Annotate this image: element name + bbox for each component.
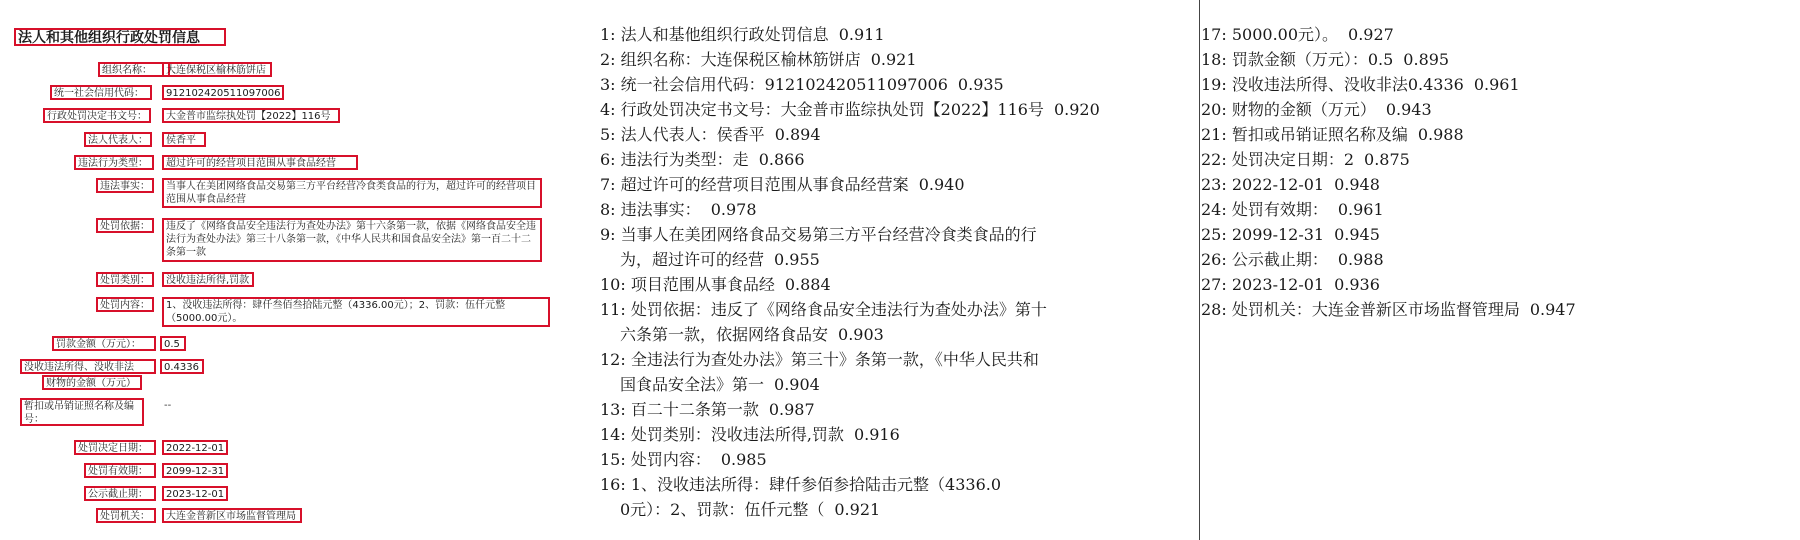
ocr-line-number: 11: — [600, 300, 626, 319]
value-org-name: 大连保税区榆林筋饼店 — [162, 62, 272, 77]
ocr-line-score: 0.927 — [1348, 25, 1394, 44]
ocr-line-text: 组织名称：大连保税区榆林筋饼店 — [620, 50, 861, 69]
ocr-line — [600, 22, 885, 47]
label-legal-rep: 法人代表人： — [84, 132, 152, 147]
ocr-line-text: 项目范围从事食品经 — [630, 275, 775, 294]
label-decision-no: 行政处罚决定书文号： — [43, 108, 151, 123]
ocr-line-text: 没收违法所得、没收非法0.4336 — [1231, 75, 1464, 94]
doc-title: 法人和其他组织行政处罚信息 — [14, 28, 226, 46]
ocr-line-score: 0.935 — [957, 75, 1004, 94]
value-facts: 当事人在美团网络食品交易第三方平台经营冷食类食品的行为，超过许可的经营项目范围从事食品经营 — [162, 178, 542, 208]
ocr-line-text: 1、没收违法所得：肆仟参佰参拾陆击元整（4336.0 — [630, 475, 1002, 494]
label-facts: 违法事实： — [96, 178, 154, 193]
ocr-line-score: 0.936 — [1334, 275, 1380, 294]
ocr-line-text: 处罚决定日期：2 — [1231, 150, 1355, 169]
ocr-line-number: 25: — [1201, 225, 1227, 244]
value-decision-date: 2022-12-01 — [162, 440, 228, 455]
ocr-line — [600, 97, 1100, 122]
ocr-line-text: 0元）：2、罚款：伍仟元整（ — [620, 500, 825, 519]
ocr-line — [600, 297, 1057, 322]
ocr-line — [600, 347, 1049, 372]
ocr-line-number: 14: — [600, 425, 626, 444]
ocr-line-text: 超过许可的经营项目范围从事食品经营案 — [620, 175, 909, 194]
ocr-line-score: 0.943 — [1385, 100, 1432, 119]
ocr-line-text: 法人代表人：侯香平 — [620, 125, 765, 144]
ocr-line-number: 7: — [600, 175, 616, 194]
ocr-line-score: 0.904 — [774, 375, 820, 394]
ocr-line-number: 17: — [1201, 25, 1227, 44]
ocr-line-score: 0.940 — [918, 175, 965, 194]
ocr-line-text: 公示截止期： — [1231, 250, 1328, 269]
value-publicity-end: 2023-12-01 — [162, 486, 228, 501]
ocr-line-number: 2: — [600, 50, 616, 69]
ocr-line-text: 暂扣或吊销证照名称及编 — [1231, 125, 1408, 144]
ocr-line-text: 统一社会信用代码：912102420511097006 — [620, 75, 948, 94]
ocr-line-text: 法人和基他组织行政处罚信息 — [620, 25, 829, 44]
label-publicity-end: 公示截止期： — [84, 486, 156, 501]
ocr-line-text: 违法事实： — [620, 200, 701, 219]
ocr-line-score: 0.978 — [710, 200, 757, 219]
ocr-line — [600, 422, 900, 447]
ocr-line — [600, 172, 965, 197]
ocr-line — [1201, 297, 1576, 322]
value-decision-no: 大金普市监综执处罚【2022】116号 — [162, 108, 340, 123]
ocr-line-text: 当事人在美团网络食品交易第三方平台经营冷食类食品的行 — [620, 225, 1037, 244]
ocr-line — [1201, 272, 1380, 297]
ocr-line-number: 20: — [1201, 100, 1227, 119]
ocr-line — [1201, 122, 1464, 147]
ocr-line-text: 处罚机关：大连金普新区市场监督管理局 — [1231, 300, 1520, 319]
ocr-line-score: 0.961 — [1337, 200, 1384, 219]
ocr-line-score: 0.987 — [768, 400, 815, 419]
ocr-line-text: 5000.00元）。 — [1231, 25, 1339, 44]
ocr-line-score: 0.985 — [720, 450, 767, 469]
ocr-line-score: 0.895 — [1403, 50, 1450, 69]
ocr-line-continuation — [620, 372, 820, 397]
ocr-line — [600, 197, 757, 222]
ocr-line-score: 0.921 — [834, 500, 881, 519]
ocr-line — [1201, 172, 1380, 197]
ocr-line — [1201, 97, 1432, 122]
ocr-line-text: 六条第一款，依据网络食品安 — [620, 325, 829, 344]
value-authority: 大连金普新区市场监督管理局 — [162, 508, 302, 523]
ocr-line — [1201, 47, 1449, 72]
label-authority: 处罚机关： — [96, 508, 156, 523]
ocr-line-score: 0.916 — [853, 425, 900, 444]
value-basis: 违反了《网络食品安全违法行为查处办法》第十六条第一款，依据《网络食品安全违法行为查处办法》第三十八条第一款，《中华人民共和国食品安全法》第一百二十二条第一款 — [162, 218, 542, 262]
value-credit-code: 912102420511097006 — [162, 85, 284, 100]
ocr-line-number: 26: — [1201, 250, 1227, 269]
ocr-line-text: 百二十二条第一款 — [630, 400, 759, 419]
ocr-line-number: 21: — [1201, 125, 1227, 144]
label-penalty-type: 处罚类别： — [96, 272, 154, 287]
ocr-line — [600, 272, 831, 297]
ocr-line-continuation — [620, 322, 884, 347]
ocr-line — [600, 472, 1011, 497]
ocr-line-number: 5: — [600, 125, 616, 144]
ocr-line-score: 0.945 — [1334, 225, 1380, 244]
ocr-line-score: 0.948 — [1334, 175, 1380, 194]
value-valid-until: 2099-12-31 — [162, 463, 228, 478]
value-fine-amount: 0.5 — [160, 336, 186, 351]
label-basis: 处罚依据： — [96, 218, 154, 233]
ocr-line — [1201, 147, 1410, 172]
ocr-line-number: 16: — [600, 475, 626, 494]
ocr-line-score: 0.875 — [1364, 150, 1410, 169]
ocr-line-text: 处罚依据：违反了《网络食品安全违法行为查处办法》第十 — [630, 300, 1047, 319]
ocr-line — [600, 447, 767, 472]
ocr-line-text: 为，超过许可的经营 — [620, 250, 765, 269]
ocr-line-number: 8: — [600, 200, 616, 219]
ocr-line — [1201, 197, 1384, 222]
annotated-document — [0, 0, 580, 540]
ocr-line-score: 0.894 — [774, 125, 821, 144]
ocr-line-score: 0.911 — [838, 25, 885, 44]
ocr-line-number: 18: — [1201, 50, 1227, 69]
ocr-line-text: 处罚有效期： — [1231, 200, 1328, 219]
value-confiscation: 0.4336 — [160, 359, 204, 374]
ocr-line-text: 全违法行为查处办法》第三十》条第一款，《中华人民共和 — [630, 350, 1039, 369]
label-penalty-content: 处罚内容： — [96, 297, 154, 312]
ocr-line-number: 13: — [600, 400, 626, 419]
ocr-line — [600, 122, 821, 147]
value-penalty-content: 1、没收违法所得：肆仟叁佰叁拾陆元整（4336.00元）；2、罚款：伍仟元整（5000.00元）。 — [162, 297, 550, 327]
ocr-line-text: 2023-12-01 — [1231, 275, 1325, 294]
ocr-line-text: 处罚内容： — [630, 450, 711, 469]
ocr-line-number: 3: — [600, 75, 616, 94]
ocr-line-number: 6: — [600, 150, 616, 169]
ocr-line-number: 10: — [600, 275, 626, 294]
ocr-line-score: 0.903 — [838, 325, 884, 344]
ocr-line — [600, 72, 1004, 97]
label-confiscation: 没收违法所得、没收非法 — [20, 359, 156, 374]
ocr-line — [600, 47, 917, 72]
ocr-line-score: 0.947 — [1529, 300, 1576, 319]
ocr-line — [600, 397, 815, 422]
label-property-amount: 财物的金额（万元） — [42, 375, 142, 390]
ocr-line-number: 23: — [1201, 175, 1227, 194]
ocr-line-score: 0.884 — [784, 275, 831, 294]
ocr-line-number: 24: — [1201, 200, 1227, 219]
value-license: -- — [164, 400, 172, 411]
label-violation-type: 违法行为类型： — [74, 155, 154, 170]
ocr-line-number: 1: — [600, 25, 616, 44]
label-fine-amount: 罚款金额（万元）： — [52, 336, 156, 351]
ocr-line-score: 0.988 — [1337, 250, 1384, 269]
ocr-line-number: 27: — [1201, 275, 1227, 294]
ocr-line-number: 19: — [1201, 75, 1227, 94]
ocr-line-text: 国食品安全法》第一 — [620, 375, 765, 394]
column-divider — [1199, 0, 1200, 540]
ocr-line-number: 15: — [600, 450, 626, 469]
ocr-line-number: 22: — [1201, 150, 1227, 169]
ocr-line-score: 0.988 — [1417, 125, 1464, 144]
ocr-line-score: 0.955 — [774, 250, 820, 269]
ocr-line-number: 28: — [1201, 300, 1227, 319]
value-violation-type: 超过许可的经营项目范围从事食品经营 — [162, 155, 358, 170]
ocr-line — [600, 222, 1047, 247]
ocr-line-number: 12: — [600, 350, 626, 369]
ocr-line — [1201, 222, 1380, 247]
ocr-line-score: 0.921 — [870, 50, 917, 69]
ocr-line-text: 2022-12-01 — [1231, 175, 1325, 194]
ocr-line-text: 违法行为类型：走 — [620, 150, 749, 169]
ocr-line — [600, 147, 805, 172]
ocr-line-text: 处罚类别：没收违法所得,罚款 — [630, 425, 844, 444]
ocr-line-text: 行政处罚决定书文号：大金普市监综执处罚【2022】116号 — [620, 100, 1044, 119]
ocr-line-number: 9: — [600, 225, 616, 244]
ocr-line-score: 0.866 — [758, 150, 805, 169]
label-org-name: 组织名称： — [98, 62, 170, 77]
label-license: 暂扣或吊销证照名称及编号： — [20, 398, 144, 426]
ocr-line-score: 0.961 — [1473, 75, 1520, 94]
ocr-line-text: 财物的金额（万元） — [1231, 100, 1376, 119]
ocr-line-continuation — [620, 247, 820, 272]
ocr-line — [1201, 247, 1384, 272]
value-penalty-type: 没收违法所得,罚款 — [162, 272, 254, 287]
value-legal-rep: 侯香平 — [162, 132, 206, 147]
label-decision-date: 处罚决定日期： — [74, 440, 156, 455]
ocr-line-score: 0.920 — [1053, 100, 1100, 119]
ocr-line-number: 4: — [600, 100, 616, 119]
ocr-line-text: 罚款金额（万元）：0.5 — [1231, 50, 1394, 69]
label-valid-until: 处罚有效期： — [84, 463, 156, 478]
ocr-line-text: 2099-12-31 — [1231, 225, 1325, 244]
ocr-line-continuation — [620, 497, 880, 522]
ocr-line — [1201, 72, 1520, 97]
ocr-line — [1201, 22, 1394, 47]
label-credit-code: 统一社会信用代码： — [50, 85, 152, 100]
